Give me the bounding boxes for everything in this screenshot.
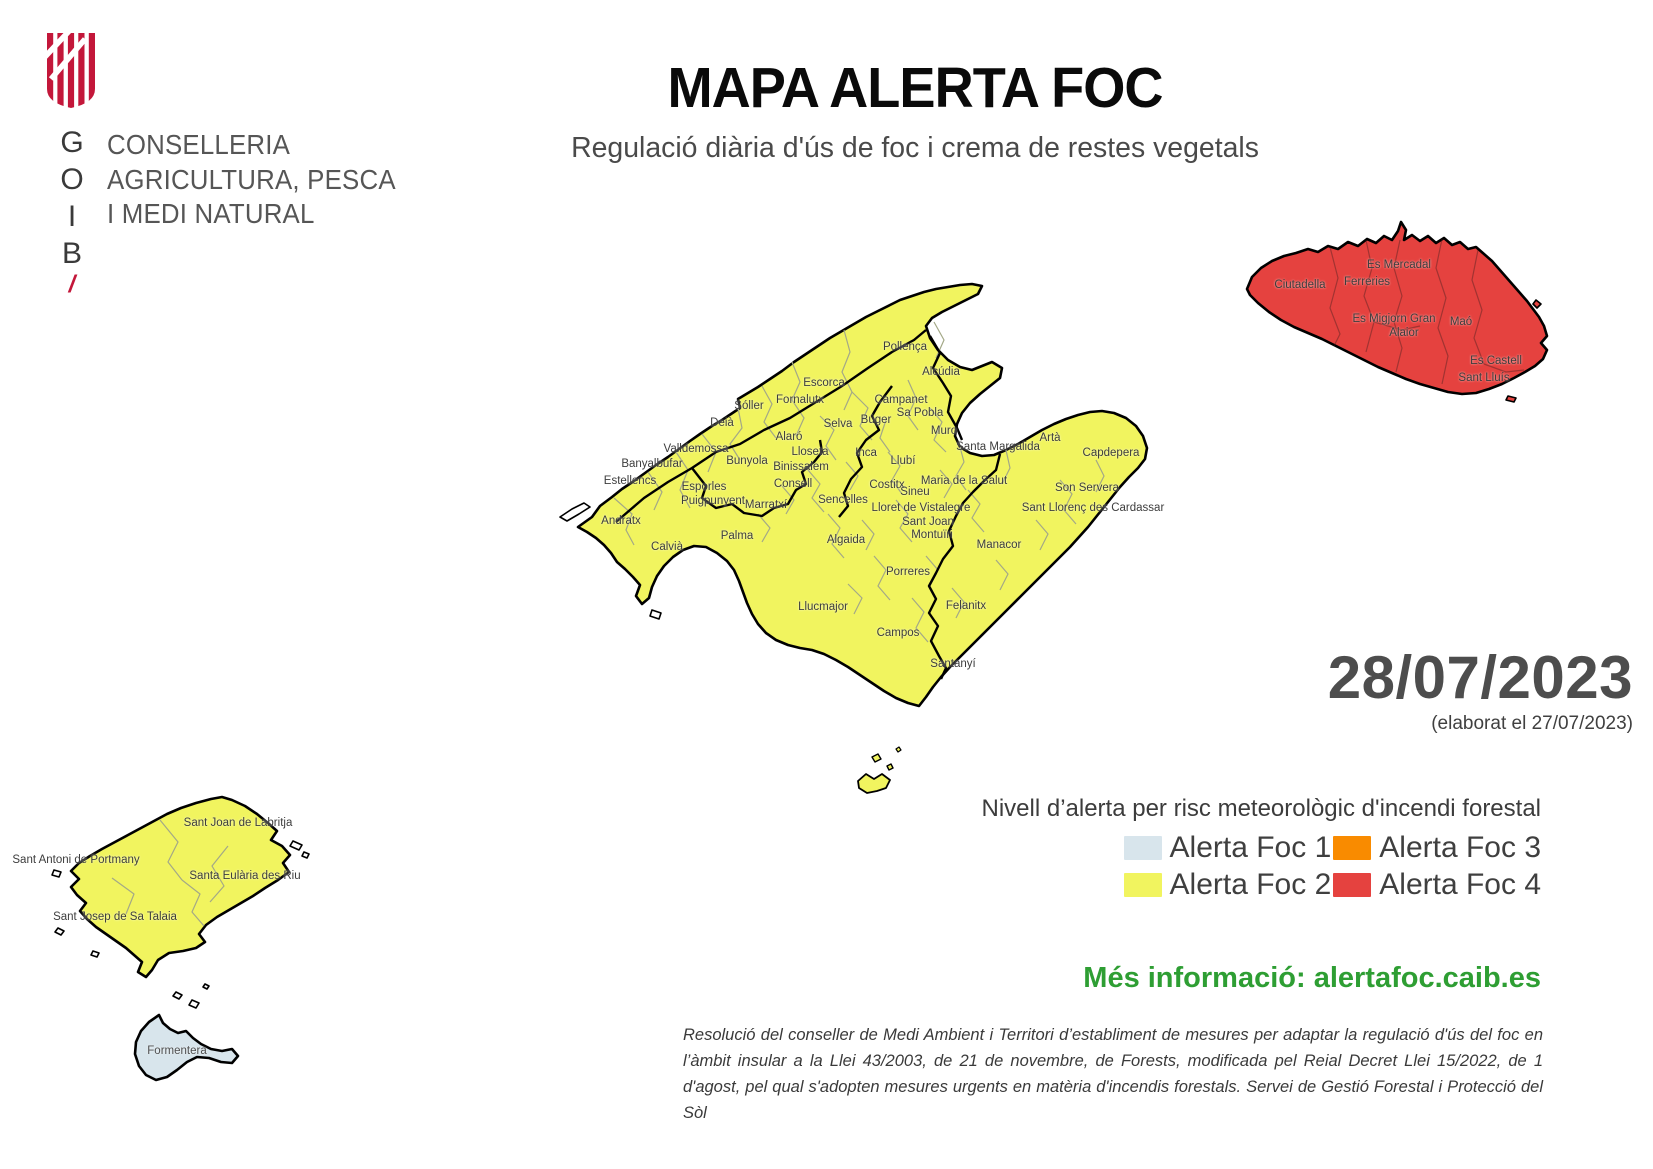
municipality-label: Valldemossa: [663, 443, 729, 455]
map-date: 28/07/2023: [1327, 644, 1633, 711]
municipality-label: Manacor: [976, 539, 1022, 551]
municipality-label: Formentera: [147, 1045, 207, 1057]
municipality-label: Es Castell: [1470, 355, 1522, 367]
municipality-label: Lloseta: [791, 446, 829, 458]
goib-red-slash-icon: /: [68, 271, 76, 298]
municipality-label: Banyalbufar: [621, 458, 683, 470]
municipality-label: Campos: [876, 627, 920, 639]
municipality-label: Porreres: [885, 566, 931, 578]
municipality-label: Lloret de Vistalegre: [871, 502, 971, 514]
municipality-label: Es Migjorn Gran: [1352, 313, 1436, 325]
goib-letter: O: [60, 163, 84, 196]
alert-legend: [961, 795, 1541, 902]
municipality-label: Artà: [1039, 432, 1061, 444]
municipality-label: Sant Llorenç des Cardassar: [1021, 502, 1165, 514]
municipality-label: Felanitx: [945, 600, 987, 612]
date-block: [1328, 646, 1633, 735]
municipality-label: Calvià: [651, 541, 683, 553]
legend-item: [1333, 831, 1541, 866]
legend-label: Alerta Foc 1: [1169, 831, 1332, 864]
municipality-label: Costitx: [869, 479, 905, 491]
municipality-label: Pollença: [882, 341, 928, 353]
municipality-label: Bunyola: [726, 455, 768, 467]
municipality-label: Puigpunyent: [681, 495, 745, 507]
legend-item: [1124, 831, 1332, 866]
municipality-label: Alaró: [775, 431, 803, 443]
municipality-label: Llubí: [890, 455, 916, 467]
municipality-label: Búger: [860, 414, 892, 426]
municipality-label: Esporles: [681, 481, 727, 493]
municipality-label: Ciutadella: [1274, 279, 1326, 291]
municipality-label: Sa Pobla: [896, 407, 944, 419]
municipality-label: Binissalem: [773, 461, 829, 473]
municipality-label: Son Servera: [1055, 482, 1119, 494]
municipality-label: Selva: [823, 418, 853, 430]
municipality-label: Andratx: [601, 515, 641, 527]
more-info-link[interactable]: Més informació: alertafoc.caib.es: [1083, 962, 1541, 994]
municipality-label: Marratxí: [744, 499, 788, 511]
municipality-label: Sencelles: [818, 494, 868, 506]
municipality-label: Deià: [710, 417, 734, 429]
municipality-label: Inca: [855, 447, 877, 459]
cabrera-archipelago: [858, 747, 901, 793]
municipality-label: Alcúdia: [922, 366, 960, 378]
page-title: MAPA ALERTA FOC: [667, 56, 1163, 120]
resolution-footnote: Resolució del conseller de Medi Ambient i Territori d’establiment de mesures per adaptar la regulació d'ús del foc en l’àmbit insular a la Llei 43/2003, de 21 de novembre, de Forests, modificada pel Reial Decret Llei 15/2022, de 1 d'agost, pel qual s'adopten mesures urgents en matèria d'incendis forestals. Servei de Gestió Forestal i Protecció del Sòl: [683, 1026, 1543, 1123]
municipality-label: Santa Eulària des Riu: [189, 870, 301, 882]
municipality-label: Palma: [720, 530, 754, 542]
municipality-label: Sant Joan de Labritja: [183, 817, 293, 829]
municipality-label: Alaior: [1389, 327, 1419, 339]
municipality-label: Muro: [930, 425, 958, 437]
municipality-label: Sant Josep de Sa Talaia: [53, 911, 177, 923]
page-subtitle: Regulació diària d'ús de foc i crema de restes vegetals: [571, 132, 1259, 164]
municipality-label: Capdepera: [1082, 447, 1140, 459]
municipality-label: Santa Margalida: [956, 441, 1040, 453]
municipality-label: Estellencs: [603, 475, 657, 487]
legend-label: Alerta Foc 2: [1169, 867, 1332, 901]
legend-color-swatch: [1333, 836, 1371, 860]
municipality-label: Maó: [1449, 316, 1473, 328]
municipality-label: Consell: [773, 478, 813, 490]
goib-letter: B: [61, 237, 82, 270]
legend-label: Alerta Foc 4: [1379, 867, 1541, 901]
municipality-label: Sineu: [900, 486, 930, 498]
municipality-label: Santanyí: [930, 658, 976, 670]
legend-label: Alerta Foc 3: [1379, 831, 1541, 864]
legend-item: [1124, 868, 1332, 903]
municipality-label: Algaida: [826, 534, 866, 546]
municipality-label: Sant Joan: [902, 516, 954, 528]
conselleria-name: CONSELLERIA AGRICULTURA, PESCA I MEDI NATURAL: [107, 129, 396, 229]
goib-letter: G: [60, 126, 84, 159]
municipality-label: Fornalutx: [776, 394, 824, 406]
municipality-label: Sant Antoni de Portmany: [12, 854, 140, 866]
municipality-label: Ferreries: [1343, 276, 1391, 288]
municipality-label: Escorca: [803, 377, 845, 389]
municipality-label: Sant Lluís: [1458, 372, 1510, 384]
legend-title: Nivell d’alerta per risc meteorològic d'incendi forestal: [981, 795, 1541, 822]
municipality-label: Montuïri: [911, 529, 953, 541]
map-date-elaborated: (elaborat el 27/07/2023): [1431, 713, 1633, 734]
goib-letter: I: [67, 200, 77, 233]
legend-item: [1333, 868, 1541, 903]
municipality-label: Maria de la Salut: [920, 475, 1008, 487]
municipality-label: Sóller: [734, 400, 764, 412]
legend-color-swatch: [1124, 873, 1162, 897]
municipality-label: Es Mercadal: [1367, 259, 1431, 271]
municipality-label: Campanet: [874, 394, 928, 406]
legend-color-swatch: [1333, 873, 1371, 897]
municipality-label: Llucmajor: [798, 601, 848, 613]
legend-color-swatch: [1124, 836, 1162, 860]
